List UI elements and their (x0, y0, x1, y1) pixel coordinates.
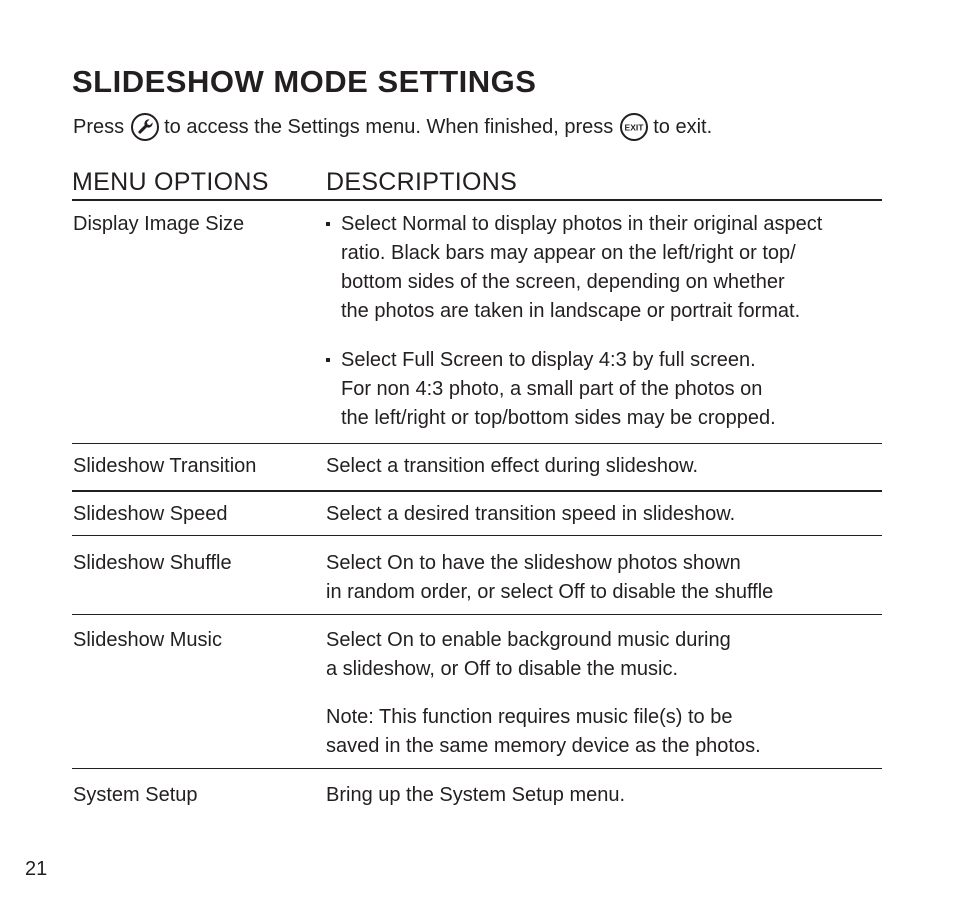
row-divider (72, 443, 882, 444)
row-label-slideshow-transition: Slideshow Transition (73, 455, 257, 477)
row-note-slideshow-music (326, 703, 886, 761)
row-desc-slideshow-shuffle (326, 549, 886, 607)
row-desc-system-setup: Bring up the System Setup menu. (326, 784, 626, 806)
note-line: saved in the same memory device as the photos. (326, 735, 761, 757)
row-desc-display-image-size-2 (326, 346, 886, 433)
col-header-descriptions: DESCRIPTIONS (326, 168, 518, 196)
desc-line: in random order, or select Off to disable the shuffle (326, 581, 774, 603)
intro-end: to exit. (653, 115, 713, 138)
row-desc-slideshow-speed: Select a desired transition speed in slideshow. (326, 503, 736, 525)
bullet-item: Select Full Screen to display 4:3 by full screen. (326, 346, 886, 375)
desc-line: For non 4:3 photo, a small part of the photos on (341, 378, 763, 400)
desc-line: Select On to enable background music during (326, 629, 731, 651)
wrench-icon (130, 112, 160, 142)
intro-text (73, 112, 712, 142)
desc-line: Select On to have the slideshow photos shown (326, 552, 741, 574)
exit-button-icon (619, 112, 649, 142)
desc-line: a slideshow, or Off to disable the music. (326, 658, 679, 680)
desc-line: ratio. Black bars may appear on the left/right or top/ (341, 242, 796, 264)
row-label-system-setup: System Setup (73, 784, 198, 806)
page-number: 21 (25, 858, 48, 880)
desc-line: the photos are taken in landscape or portrait format. (341, 300, 801, 322)
row-label-slideshow-shuffle: Slideshow Shuffle (73, 552, 232, 574)
row-desc-display-image-size (326, 210, 886, 326)
row-divider (72, 490, 882, 492)
header-divider (72, 199, 882, 201)
bullet-item: Select Normal to display photos in their original aspect (326, 210, 886, 239)
row-desc-slideshow-transition: Select a transition effect during slideshow. (326, 455, 699, 477)
col-header-menu-options: MENU OPTIONS (72, 168, 269, 196)
row-desc-slideshow-music (326, 626, 886, 684)
desc-line: the left/right or top/bottom sides may be cropped. (341, 407, 776, 429)
intro-press: Press (73, 115, 125, 138)
exit-icon-text: EXIT (624, 122, 644, 133)
row-label-display-image-size: Display Image Size (73, 213, 245, 235)
row-divider (72, 768, 882, 769)
row-divider (72, 614, 882, 615)
row-divider (72, 535, 882, 536)
row-label-slideshow-speed: Slideshow Speed (73, 503, 228, 525)
page-title: SLIDESHOW MODE SETTINGS (72, 64, 537, 99)
bullet-icon (326, 222, 330, 226)
row-label-slideshow-music: Slideshow Music (73, 629, 222, 651)
bullet-icon (326, 358, 330, 362)
note-line: Note: This function requires music file(s) to be (326, 706, 733, 728)
intro-middle: to access the Settings menu. When finished, press (164, 115, 614, 138)
desc-line: bottom sides of the screen, depending on whether (341, 271, 785, 293)
